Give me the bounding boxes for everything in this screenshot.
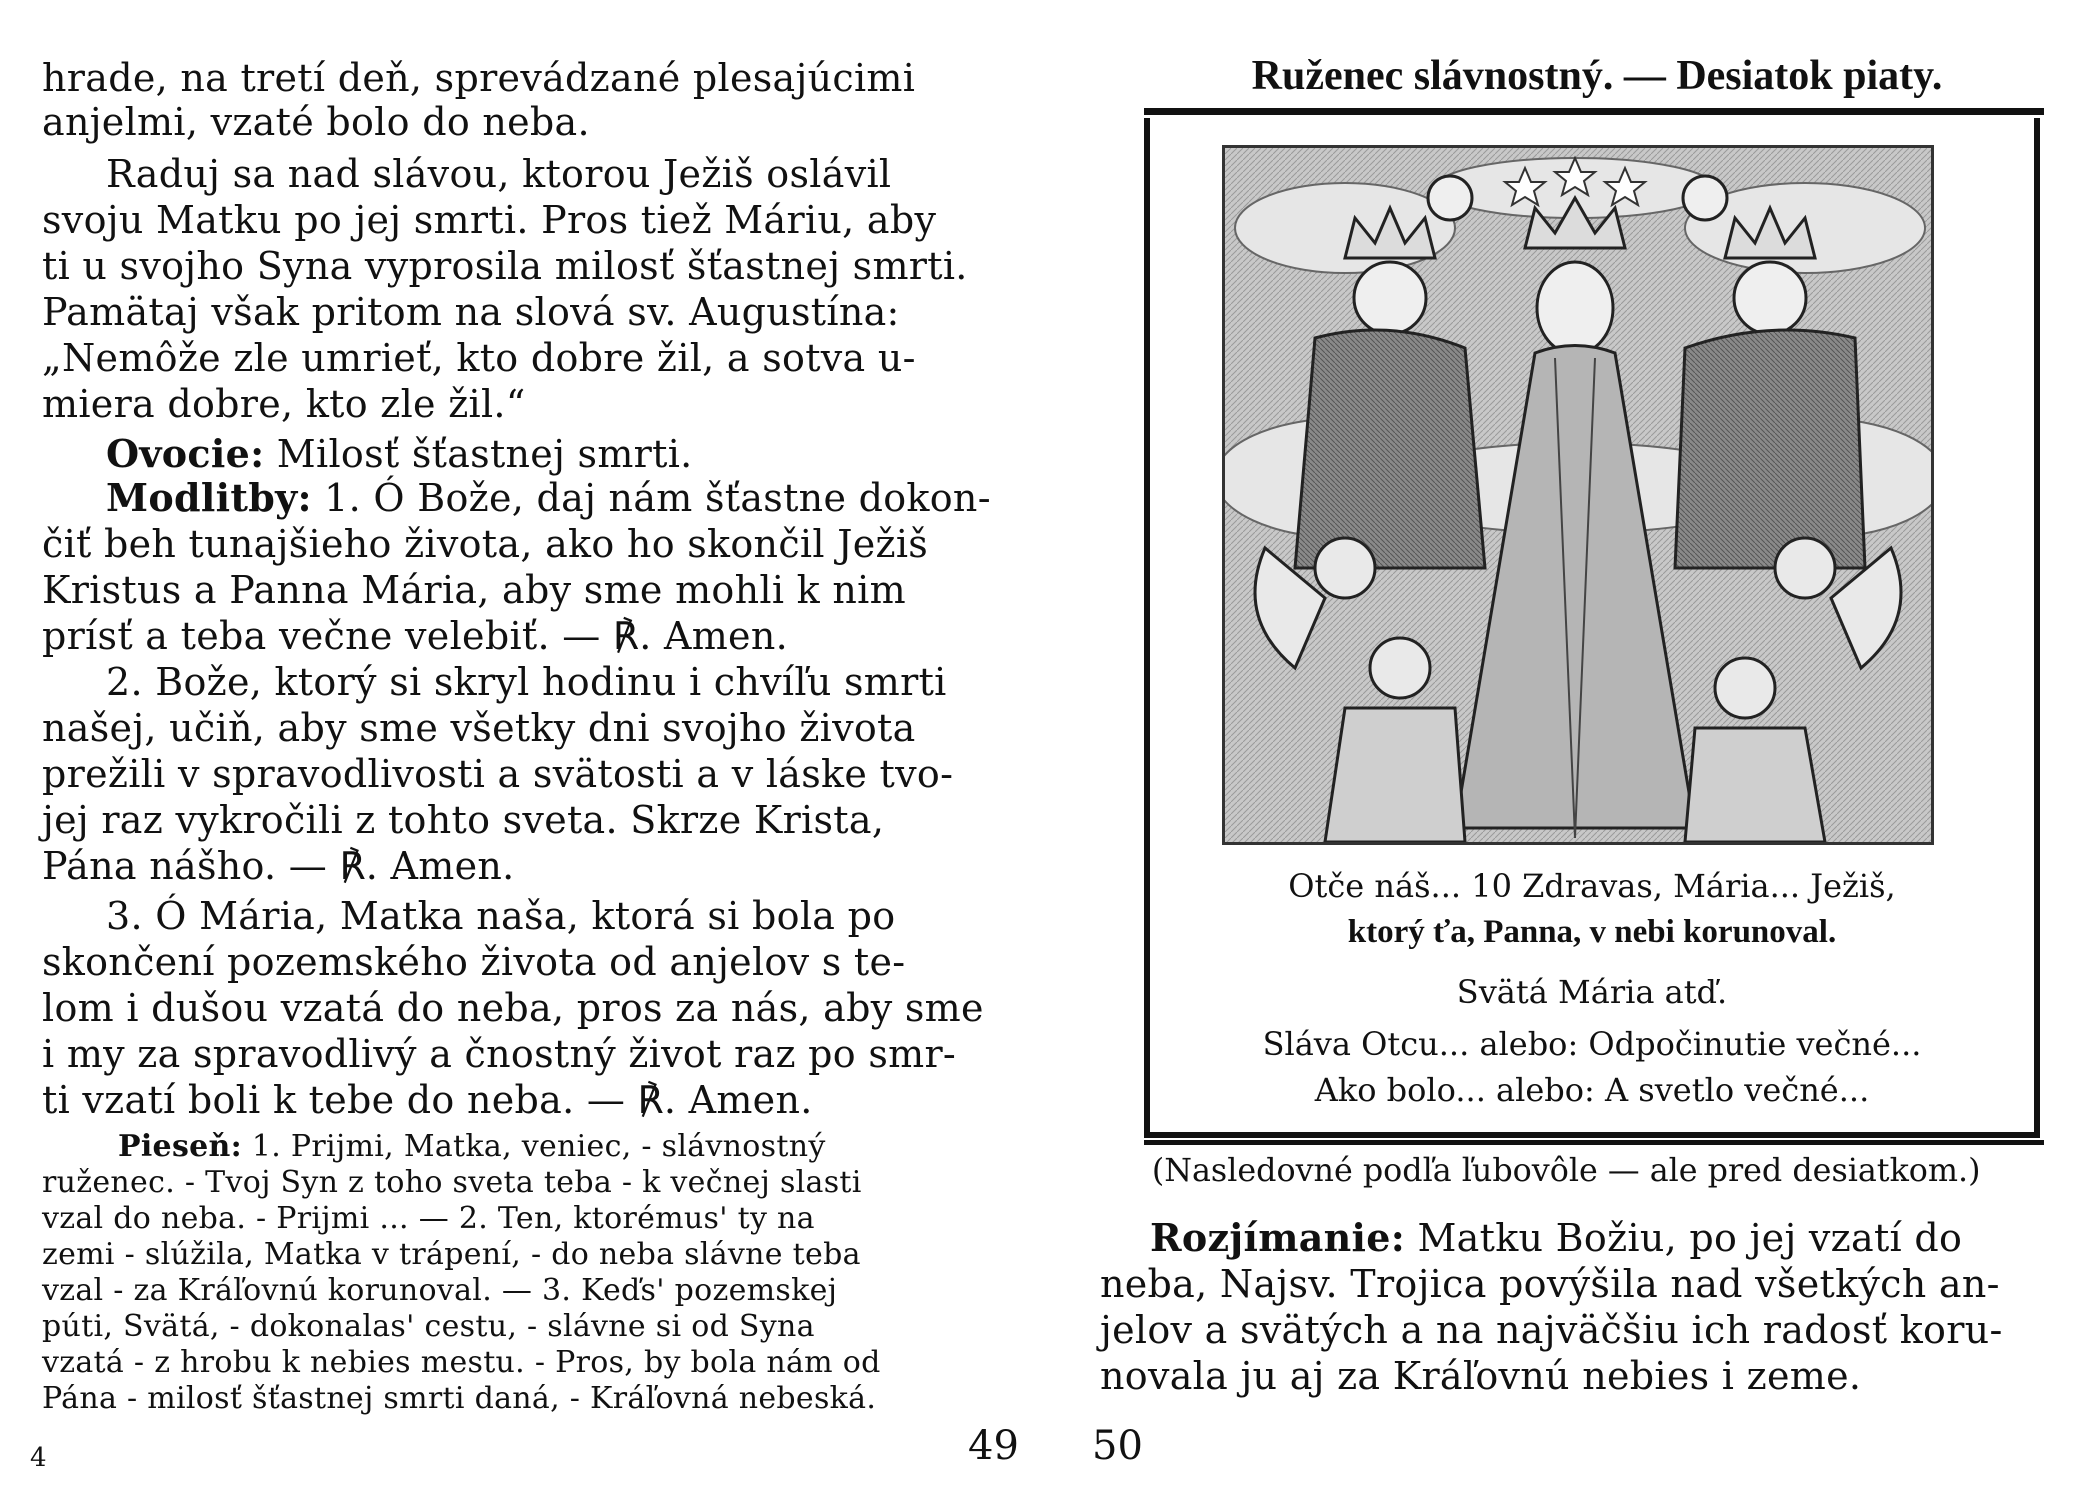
note-line: (Nasledovné podľa ľubovôle — ale pred desiatkom.) [1151, 1151, 1981, 1189]
line-text: „Nemôže zle umrieť, kto dobre žil, a sotva u- [42, 336, 916, 380]
page-header: Ruženec slávnostný. — Desiatok piaty. [1251, 53, 1943, 99]
text-line [106, 660, 947, 704]
line-text: zemi - slúžila, Matka v trápení, - do neba slávne teba [42, 1237, 861, 1272]
text-line [42, 1274, 837, 1308]
line-text: ruženec. - Tvoj Syn z toho sveta teba - k večnej slasti [42, 1165, 862, 1200]
line-text: Milosť šťastnej smrti. [264, 432, 693, 476]
text-line [42, 56, 915, 100]
text-line [42, 706, 916, 750]
line-text: prísť a teba večne velebiť. — ℟. Amen. [42, 614, 788, 658]
meditation-text-1: Matku Božiu, po jej vzatí do [1405, 1216, 1963, 1260]
line-text: Pána nášho. — ℟. Amen. [42, 844, 515, 888]
line-text: vzal - za Kráľovnú korunoval. — 3. Keďs' pozemskej [42, 1273, 838, 1308]
line-text: hrade, na tretí deň, sprevádzané plesajúcimi [42, 56, 916, 100]
line-text: jej raz vykročili z tohto sveta. Skrze Krista, [42, 798, 885, 842]
meditation-line-4: novala ju aj za Kráľovnú nebies i zeme. [1100, 1354, 1862, 1398]
text-line [42, 752, 953, 796]
text-line [42, 198, 936, 242]
text-line [106, 152, 891, 196]
line-text: Raduj sa nad slávou, ktorou Ježiš oslávil [106, 152, 892, 196]
page-number-right: 50 [1092, 1423, 1143, 1469]
text-line [42, 1166, 862, 1200]
line-text: miera dobre, kto zle žil.“ [42, 382, 526, 426]
text-line [42, 614, 788, 658]
prayer-line-5: Ako bolo... alebo: A svetlo večné... [1314, 1071, 1870, 1109]
text-line [42, 336, 916, 380]
line-text: anjelmi, vzaté bolo do neba. [42, 100, 590, 144]
text-line [42, 1346, 881, 1380]
text-line [118, 1130, 826, 1164]
text-line [42, 844, 515, 888]
line-text: 2. Bože, ktorý si skryl hodinu i chvíľu smrti [106, 660, 947, 704]
bold-label: Modlitby: [106, 475, 312, 520]
text-line [42, 290, 900, 334]
line-text: 1. Prijmi, Matka, veniec, - slávnostný [242, 1129, 826, 1164]
prayer-line-3: Svätá Mária atď. [1456, 973, 1728, 1011]
line-text: prežili v spravodlivosti a svätosti a v láske tvo- [42, 752, 954, 796]
line-text: Pamätaj však pritom na slová sv. Augustína: [42, 290, 900, 334]
text-line [42, 1310, 815, 1344]
prayer-line-1: Otče náš... 10 Zdravas, Mária... Ježiš, [1288, 867, 1896, 905]
meditation-line-1 [1150, 1216, 1962, 1260]
line-text: vzatá - z hrobu k nebies mestu. - Pros, by bola nám od [42, 1345, 881, 1380]
meditation-line-3: jelov a svätých a na najväčšiu ich radosť koru- [1100, 1308, 2003, 1352]
line-text: čiť beh tunajšieho života, ako ho skončil Ježiš [42, 522, 929, 566]
header-rule [1144, 108, 2044, 115]
coronation-engraving-icon [1225, 148, 1931, 842]
line-text: svoju Matku po jej smrti. Pros tiež Máriu, aby [42, 198, 937, 242]
line-text: 3. Ó Mária, Matka naša, ktorá si bola po [106, 894, 896, 938]
line-text: lom i dušou vzatá do neba, pros za nás, aby sme [42, 986, 984, 1030]
line-text: púti, Svätá, - dokonalas' cestu, - slávne si od Syna [42, 1309, 815, 1344]
prayer-line-2: ktorý ťa, Panna, v nebi korunoval. [1347, 914, 1837, 950]
text-line [42, 986, 984, 1030]
line-text: vzal do neba. - Prijmi ... — 2. Ten, ktorémus' ty na [42, 1201, 815, 1236]
meditation-line-2: neba, Najsv. Trojica povýšila nad všetkých an- [1100, 1262, 2000, 1306]
prayer-line-4: Sláva Otcu... alebo: Odpočinutie večné... [1262, 1025, 1922, 1063]
text-line [106, 476, 991, 520]
text-line [42, 100, 590, 144]
signature-mark: 4 [30, 1443, 47, 1473]
text-line [42, 244, 968, 288]
line-text: ti u svojho Syna vyprosila milosť šťastnej smrti. [42, 244, 968, 288]
text-line [42, 940, 905, 984]
line-text: skončení pozemského života od anjelov s te- [42, 940, 906, 984]
bold-label: Pieseň: [118, 1129, 243, 1164]
text-line [42, 1032, 956, 1076]
text-line [42, 522, 928, 566]
text-line [42, 1382, 876, 1416]
line-text: našej, učiň, aby sme všetky dni svojho života [42, 706, 916, 750]
text-line [42, 568, 906, 612]
page-number-left: 49 [968, 1423, 1019, 1469]
box-bottom-rule [1144, 1140, 2044, 1145]
text-line [42, 798, 884, 842]
meditation-label: Rozjímanie: [1150, 1215, 1406, 1260]
text-line [106, 894, 895, 938]
text-line [42, 1238, 861, 1272]
text-line [42, 1202, 815, 1236]
text-line [42, 382, 526, 426]
text-line [42, 1078, 813, 1122]
coronation-of-mary-image [1222, 145, 1934, 845]
line-text: i my za spravodlivý a čnostný život raz po smr- [42, 1032, 957, 1076]
text-line [106, 432, 693, 476]
right-page [1042, 0, 2084, 1500]
line-text: Pána - milosť šťastnej smrti daná, - Kráľovná nebeská. [42, 1381, 877, 1416]
line-text: ti vzatí boli k tebe do neba. — ℟. Amen. [42, 1078, 813, 1122]
line-text: 1. Ó Bože, daj nám šťastne dokon- [311, 476, 991, 520]
bold-label: Ovocie: [106, 431, 265, 476]
line-text: Kristus a Panna Mária, aby sme mohli k nim [42, 568, 906, 612]
